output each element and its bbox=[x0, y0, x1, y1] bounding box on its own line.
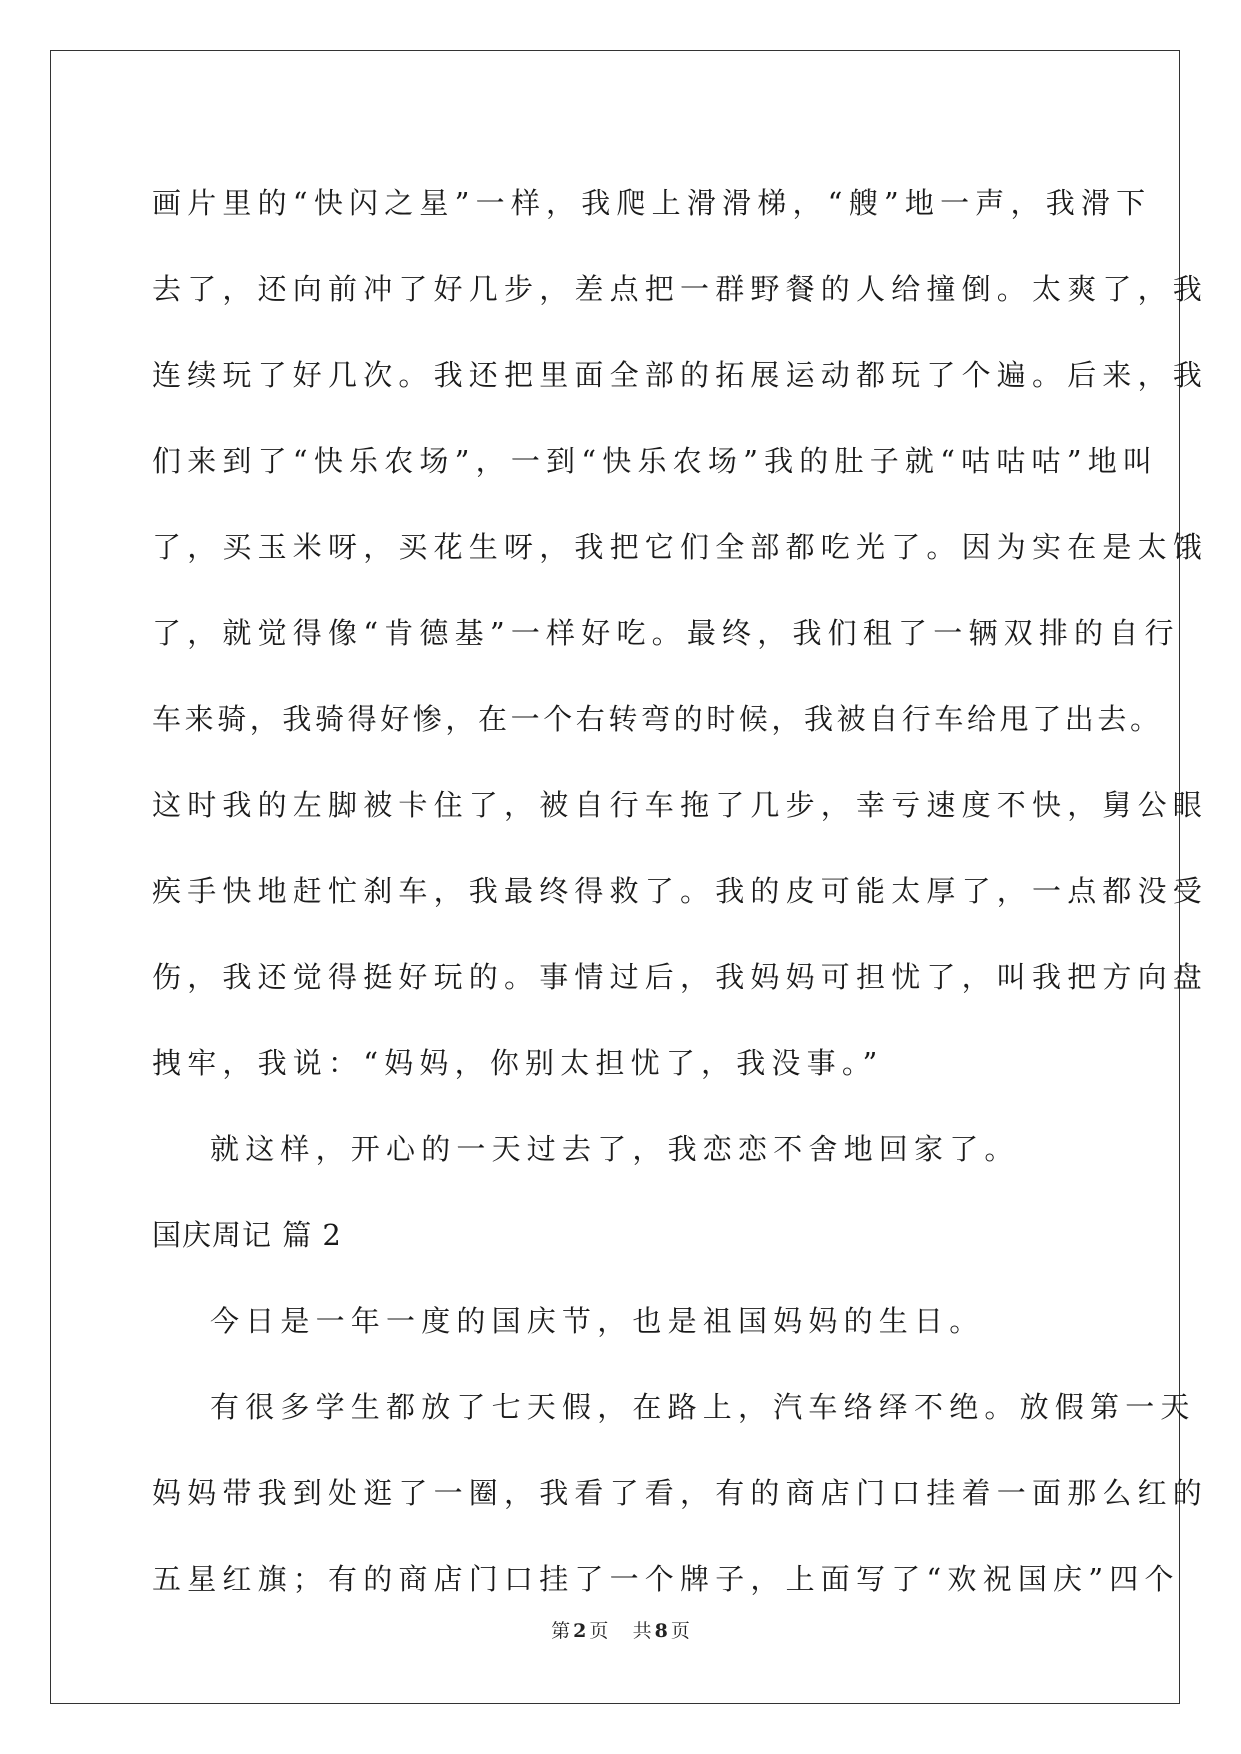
paragraph-line: 就这样，开心的一天过去了，我恋恋不舍地回家了。 bbox=[210, 1132, 1020, 1166]
text-line: 妈妈带我到处逛了一圈，我看了看，有的商店门口挂着一面那么红的 bbox=[152, 1476, 1209, 1510]
total-page-number: 8 bbox=[654, 1620, 668, 1642]
paragraph-line: 有很多学生都放了七天假，在路上，汽车络绎不绝。放假第一天 bbox=[210, 1390, 1196, 1424]
text-line: 了，买玉米呀，买花生呀，我把它们全部都吃光了。因为实在是太饿 bbox=[152, 530, 1209, 564]
paragraph-line: 今日是一年一度的国庆节，也是祖国妈妈的生日。 bbox=[210, 1304, 985, 1338]
text-line: 伤，我还觉得挺好玩的。事情过后，我妈妈可担忧了，叫我把方向盘 bbox=[152, 960, 1209, 994]
current-page-number: 2 bbox=[573, 1620, 587, 1642]
text-line: 车来骑，我骑得好惨，在一个右转弯的时候，我被自行车给甩了出去。 bbox=[152, 702, 1163, 736]
footer-mid: 页 共 bbox=[589, 1620, 652, 1642]
text-line: 了，就觉得像“肯德基”一样好吃。最终，我们租了一辆双排的自行 bbox=[152, 616, 1180, 650]
document-body bbox=[152, 160, 1209, 1622]
page-footer bbox=[0, 1616, 1241, 1643]
text-line: 们来到了“快乐农场”，一到“快乐农场”我的肚子就“咕咕咕”地叫 bbox=[152, 444, 1159, 478]
text-line: 五星红旗；有的商店门口挂了一个牌子，上面写了“欢祝国庆”四个 bbox=[152, 1562, 1180, 1596]
text-line: 去了，还向前冲了好几步，差点把一群野餐的人给撞倒。太爽了，我 bbox=[152, 272, 1209, 306]
text-line: 疾手快地赶忙刹车，我最终得救了。我的皮可能太厚了，一点都没受 bbox=[152, 874, 1209, 908]
section-title: 国庆周记 篇 2 bbox=[152, 1218, 342, 1252]
text-line: 这时我的左脚被卡住了，被自行车拖了几步，幸亏速度不快，舅公眼 bbox=[152, 788, 1209, 822]
text-line: 拽牢，我说：“妈妈，你别太担忧了，我没事。” bbox=[152, 1046, 884, 1080]
text-line: 画片里的“快闪之星”一样，我爬上滑滑梯，“艘”地一声，我滑下 bbox=[152, 186, 1152, 220]
text-line: 连续玩了好几次。我还把里面全部的拓展运动都玩了个遍。后来，我 bbox=[152, 358, 1209, 392]
footer-prefix: 第 bbox=[551, 1620, 571, 1642]
footer-suffix: 页 bbox=[670, 1620, 690, 1642]
